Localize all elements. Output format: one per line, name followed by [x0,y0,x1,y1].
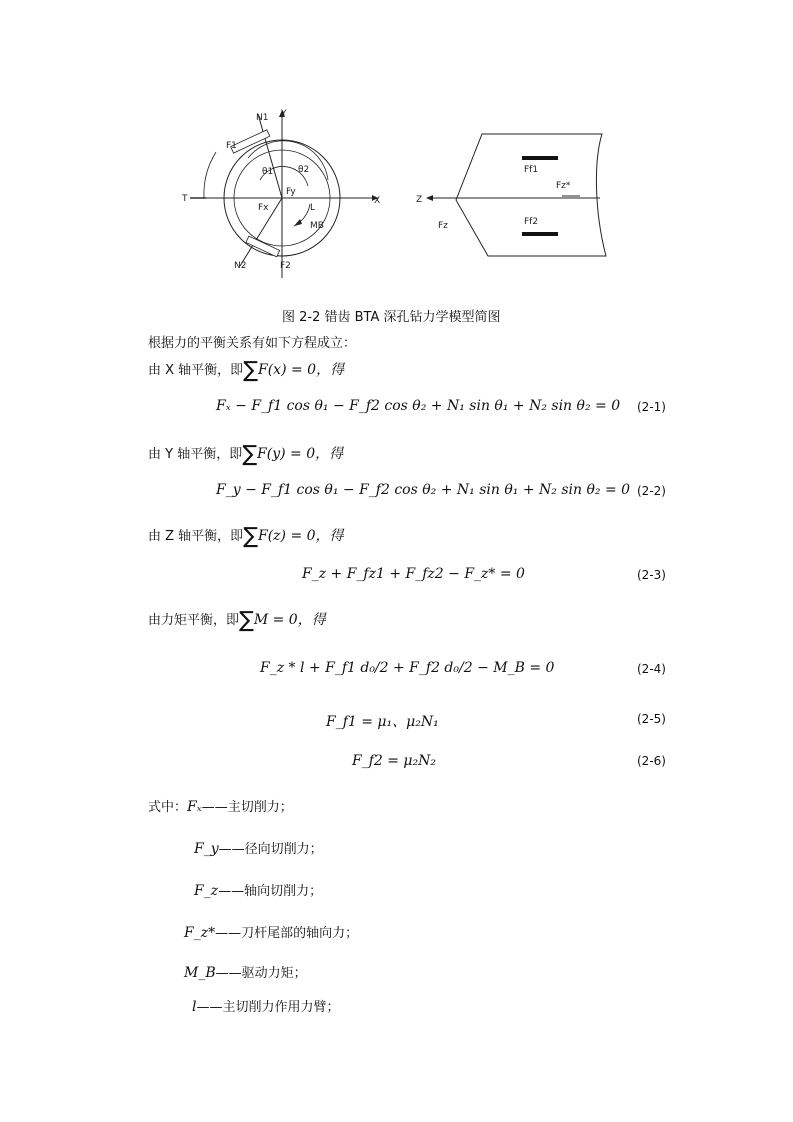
section-lead-2: 由 Y 轴平衡，即∑F(y) = 0，得 [148,442,344,467]
label-l: L [310,203,316,213]
label-theta1: θ1 [262,167,274,177]
torque-arrow [204,152,216,198]
label-n1: N1 [256,113,269,123]
definition-l: l——主切削力作用力臂； [192,999,340,1015]
definition-fy: F_y——径向切削力； [194,841,323,857]
intro-text: 根据力的平衡关系有如下方程成立： [148,336,357,351]
label-f1: F1 [226,141,237,151]
equation-2-3: F_z + F_fz1 + F_fz2 − F_z* = 0 [302,566,525,582]
label-fx: Fx [258,203,269,213]
label-z: Z [416,195,423,205]
label-f2: F2 [280,261,291,271]
equation-2-6: F_f2 = μ₂N₂ [352,753,437,769]
side-view-diagram [416,134,606,256]
definition-fz: F_z——轴向切削力； [194,883,323,899]
label-theta2: θ2 [298,165,310,175]
equation-2-5: F_f1 = μ₁、μ₂N₁ [326,714,439,730]
figure-caption: 图 2-2 错齿 BTA 深孔钻力学模型简图 [282,310,501,325]
label-ff2: Ff2 [524,217,539,227]
cross-section-diagram [181,109,380,278]
equation-number-2-6: (2-6) [637,754,666,768]
label-y: Y [281,109,287,119]
equation-2-1: Fₓ − F_f1 cos θ₁ − F_f2 cos θ₂ + N₁ sin θ₁ + N₂ sin θ₂ = 0 [216,398,621,414]
equation-number-2-5: (2-5) [637,712,666,726]
definition-fz-star: F_z*——刀杆尾部的轴向力； [184,925,359,941]
section-lead-3: 由 Z 轴平衡，即∑F(z) = 0，得 [148,524,344,549]
label-fy: Fy [286,187,296,197]
equation-2-2: F_y − F_f1 cos θ₁ − F_f2 cos θ₂ + N₁ sin θ₁ + N₂ sin θ₂ = 0 [216,482,631,498]
label-fz-star: Fz* [556,181,571,191]
section-lead-4: 由力矩平衡，即∑M = 0，得 [148,608,326,633]
label-t: T [182,194,188,204]
label-mb: MB [310,221,324,231]
label-n2: N2 [234,261,247,271]
label-fz: Fz [438,221,448,231]
mechanics-figure [170,100,610,280]
equation-number-2-3: (2-3) [637,568,666,582]
label-x: X [374,196,381,206]
section-lead-1: 由 X 轴平衡，即∑F(x) = 0，得 [148,358,345,383]
equation-2-4: F_z * l + F_f1 d₀/2 + F_f2 d₀/2 − M_B = 0 [260,660,555,676]
equation-number-2-2: (2-2) [637,484,666,498]
equation-number-2-4: (2-4) [637,662,666,676]
definition-mb: M_B——驱动力矩； [184,965,307,981]
equation-number-2-1: (2-1) [637,400,666,414]
definition-lead: 式中：Fₓ——主切削力； [148,799,293,815]
label-ff1: Ff1 [524,165,539,175]
